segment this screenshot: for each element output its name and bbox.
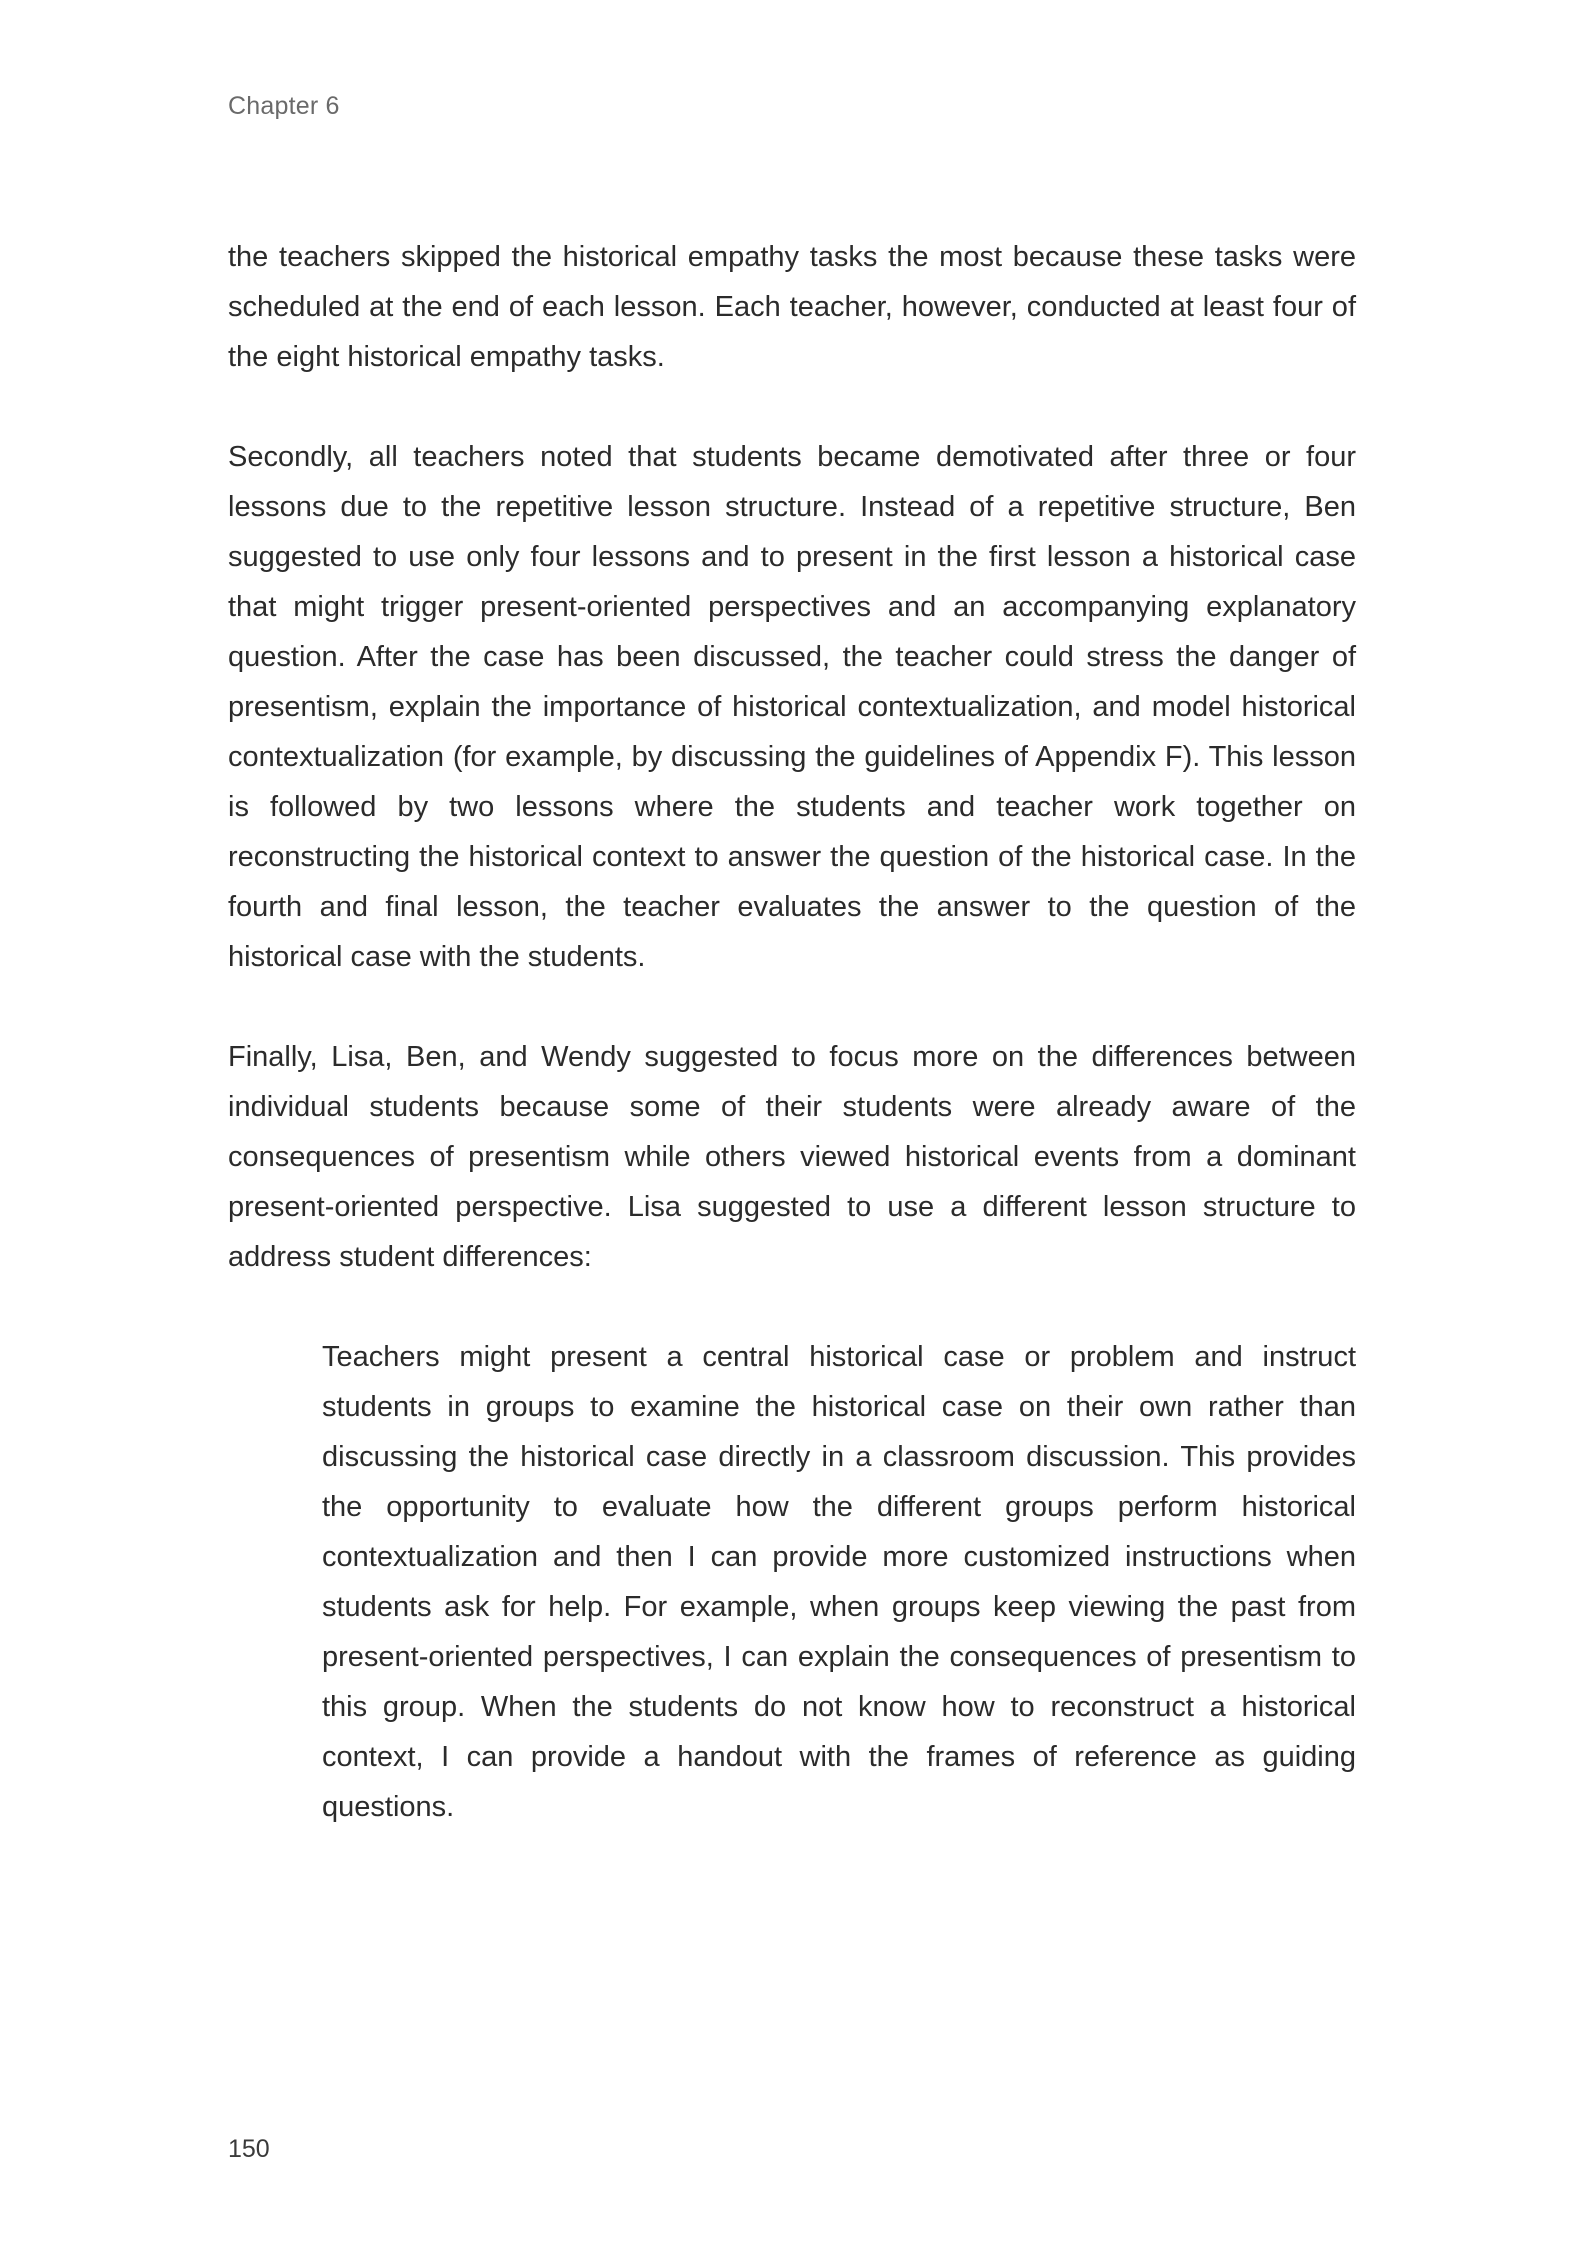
block-quote: Teachers might present a central historical case or problem and instruct students in groups to examine the historical case on their own rather than discussing the historical case directly in a classroom discussion. This provides the opportunity to evaluate how the different groups perform historical contextualization and then I can provide more customized instructions when students ask for help. For example, when groups keep viewing the past from present-oriented perspectives, I can explain the consequences of presentism to this group. When the students do not know how to reconstruct a historical context, I can provide a handout with the frames of reference as guiding questions. xyxy=(322,1341,1356,1823)
running-head: Chapter 6 xyxy=(228,92,340,120)
paragraph-3: Finally, Lisa, Ben, and Wendy suggested to focus more on the differences between individual students because some of their students were already aware of the consequences of presentism while others viewed historical events from a dominant present-oriented perspective. Lisa suggested to use a different lesson structure to address student differences: xyxy=(228,1041,1356,1273)
paragraph-2: Secondly, all teachers noted that students became demotivated after three or four lessons due to the repetitive lesson structure. Instead of a repetitive structure, Ben suggested to use only four lessons and to present in the first lesson a historical case that might trigger present-oriented perspectives and an accompanying explanatory question. After the case has been discussed, the teacher could stress the danger of presentism, explain the importance of historical contextualization, and model historical contextualization (for example, by discussing the guidelines of Appendix F). This lesson is followed by two lessons where the students and teacher work together on reconstructing the historical context to answer the question of the historical case. In the fourth and final lesson, the teacher evaluates the answer to the question of the historical case with the students. xyxy=(228,441,1356,973)
page-number: 150 xyxy=(228,2135,270,2163)
paragraph-1: the teachers skipped the historical empathy tasks the most because these tasks were scheduled at the end of each lesson. Each teacher, however, conducted at least four of the eight historical empathy tasks. xyxy=(228,241,1356,373)
body-text xyxy=(228,232,1356,1832)
